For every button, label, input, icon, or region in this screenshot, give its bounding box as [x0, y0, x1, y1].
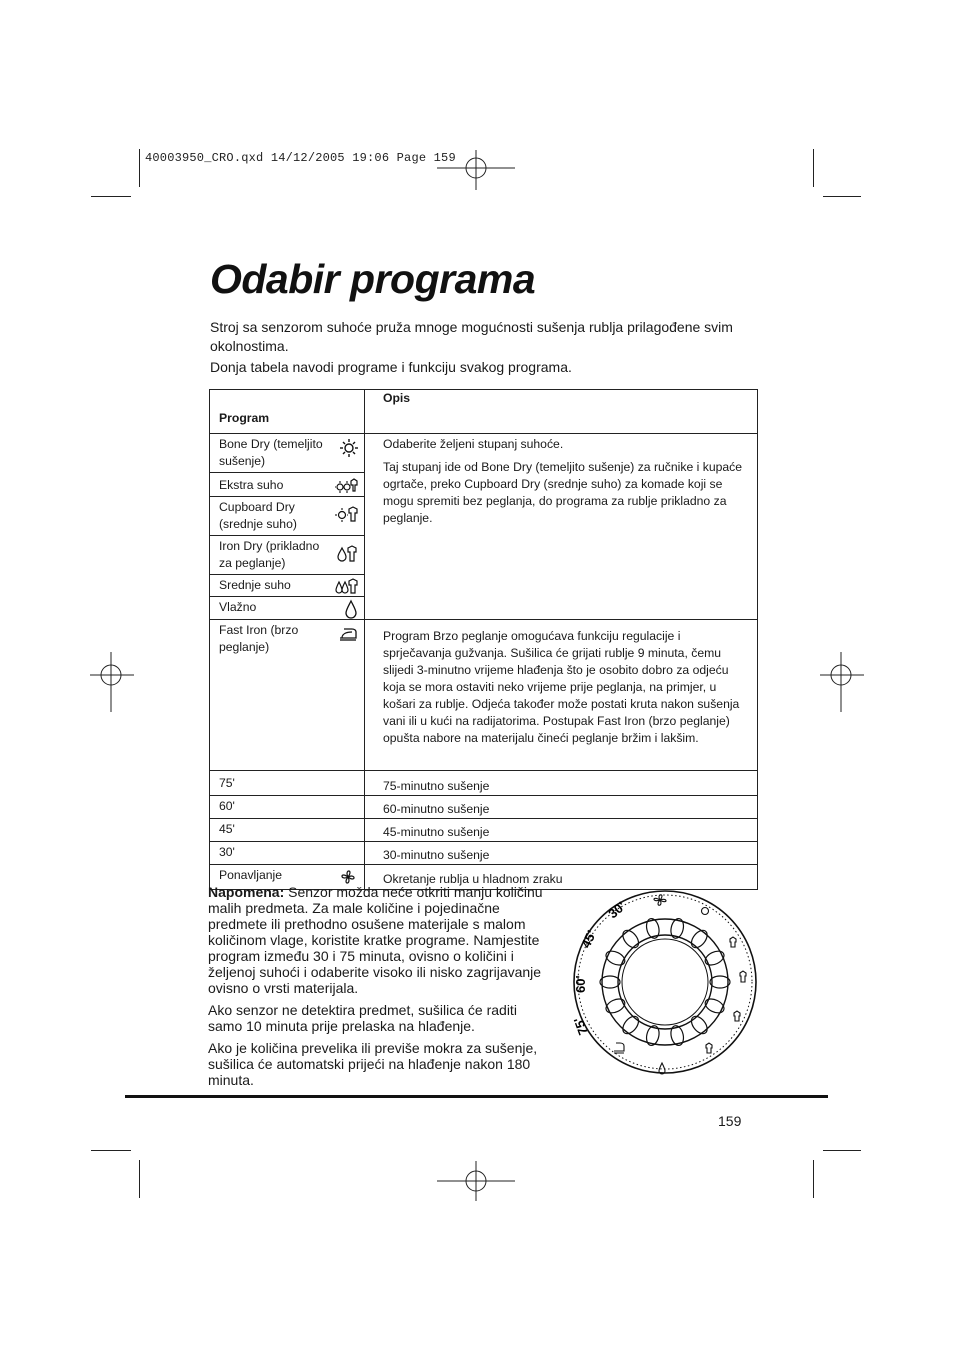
dial-label-60: 60'	[573, 975, 588, 993]
program-name: Ekstra suho	[219, 478, 284, 492]
dial-lobe	[620, 927, 642, 950]
fast-iron-desc: Program Brzo peglanje omogućava funkciju regulacije i sprječavanja gužvanja. Sušilica će grijati rublje 9 minuta, čemu slijedi 3-minutno vrijeme hlađenja što je osobito dobro za odjeću koja se mora ostaviti neko vrijeme prije peglanja, na primjer, u košari za rublje. Odjeća također može postati kruta nakon sušenja vani ili u kući na radijatorima. Postupak Fast Iron (brzo peglanje) opušta nabore na materijalu čineći peglanje bržim i lakšim.	[383, 629, 740, 745]
note-label: Napomena:	[208, 884, 285, 900]
registration-mark-icon	[437, 1161, 517, 1201]
crop-mark	[91, 1150, 131, 1151]
program-name: 45'	[219, 822, 235, 836]
program-name: Fast Iron (brzo peglanje)	[219, 623, 299, 654]
dial-lobe	[710, 976, 730, 988]
program-desc: Okretanje rublja u hladnom zraku	[365, 865, 758, 890]
sun-shirt-icon	[730, 937, 736, 947]
sun-shirt-icon	[334, 477, 358, 497]
dial-lobe	[604, 948, 627, 967]
drop-shirt-icon	[734, 1011, 740, 1021]
dial-lobe	[688, 927, 710, 950]
footer-rule	[125, 1095, 828, 1098]
table-row	[210, 842, 758, 865]
program-name: Vlažno	[219, 600, 257, 614]
iron-icon	[334, 624, 358, 644]
page-number: 159	[718, 1113, 742, 1129]
sensor-desc: Taj stupanj ide od Bone Dry (temeljito sušenje) za ručnike i kupaće ogrtače, preko Cupboard Dry (srednje suho) za komade koji se mogu spremiti bez peglanja, do programa za rublje prikladno za peglanje.	[383, 460, 743, 525]
drop-icon	[334, 599, 358, 619]
sun-icon	[334, 438, 358, 458]
program-desc: 30-minutno sušenje	[365, 842, 758, 865]
drop-shirt-icon	[334, 544, 358, 564]
program-name: 60'	[219, 799, 235, 813]
program-name: Cupboard Dry (srednje suho)	[219, 500, 297, 531]
sun-shirt-icon	[740, 971, 746, 982]
program-table	[209, 389, 758, 890]
note-block	[208, 884, 546, 1094]
fan-icon	[654, 895, 666, 906]
program-name: Ponavljanje	[219, 868, 283, 882]
crop-mark	[91, 196, 131, 197]
table-row	[210, 819, 758, 842]
intro-paragraph: Donja tabela navodi programe i funkciju svakog programa.	[210, 359, 572, 375]
note-text: Ako senzor ne detektira predmet, sušilica će raditi samo 10 minuta prije prelaska na hlađenje.	[208, 1002, 517, 1034]
program-desc: 45-minutno sušenje	[365, 819, 758, 842]
table-row	[210, 434, 758, 473]
crop-mark	[823, 196, 861, 197]
dial-lobe	[703, 996, 726, 1015]
table-header-opis: Opis	[365, 390, 758, 434]
iron-icon	[614, 1043, 624, 1053]
registration-mark-icon	[820, 652, 864, 712]
file-slug: 40003950_CRO.qxd 14/12/2005 19:06 Page 159	[145, 151, 456, 165]
drops-shirt-icon	[706, 1043, 712, 1053]
drops-shirt-icon	[334, 577, 358, 597]
program-name: 75'	[219, 776, 235, 790]
registration-mark-icon	[90, 652, 134, 712]
table-row	[210, 620, 758, 771]
program-name: Bone Dry (temeljito sušenje)	[219, 437, 323, 468]
table-row	[210, 771, 758, 796]
crop-mark	[139, 1160, 140, 1198]
dial-label-45: 45'	[578, 928, 600, 951]
dial-label-30: 30'	[605, 898, 629, 922]
program-desc: 60-minutno sušenje	[365, 796, 758, 819]
page-title: Odabir programa	[210, 256, 536, 302]
dial-lobe	[600, 976, 620, 988]
dial-label-75: 75'	[570, 1015, 591, 1038]
crop-mark	[823, 1150, 861, 1151]
program-name: Iron Dry (prikladno za peglanje)	[219, 539, 320, 570]
table-row	[210, 796, 758, 819]
note-text: Ako je količina prevelika ili previše mokra za sušenje, sušilica će automatski prijeći na hlađenje nakon 180 minuta.	[208, 1040, 538, 1088]
table-header-program: Program	[210, 390, 365, 434]
dial-lobe	[703, 948, 726, 967]
program-name: Srednje suho	[219, 578, 291, 592]
program-dial-diagram	[570, 887, 760, 1077]
crop-mark	[139, 149, 140, 187]
program-name: 30'	[219, 845, 235, 859]
dial-lobe	[604, 996, 627, 1015]
note-text: Senzor možda neće otkriti manju količinu malih predmeta. Za male količine i pojedinačne predmete ili prethodno osušene materijale s malom količinom vlage, koristite kratke programe. Namjestite program između 30 i 75 minuta, ovisno o količini i željenoj suhoći i odaberite visoko ili nisko zagrijavanje ovisno o vrsti materijala.	[208, 884, 543, 996]
crop-mark	[813, 1160, 814, 1198]
crop-mark	[813, 149, 814, 187]
sun-shirt-icon	[334, 505, 358, 525]
intro-paragraph: Stroj sa senzorom suhoće pruža mnoge mogućnosti sušenja rublja prilagođene svim okolnostima.	[210, 319, 733, 354]
sensor-desc: Odaberite željeni stupanj suhoće.	[383, 437, 564, 451]
dial-lobe	[620, 1013, 642, 1036]
dial-lobe	[688, 1013, 710, 1036]
program-desc: 75-minutno sušenje	[365, 771, 758, 796]
sun-icon	[702, 908, 709, 915]
